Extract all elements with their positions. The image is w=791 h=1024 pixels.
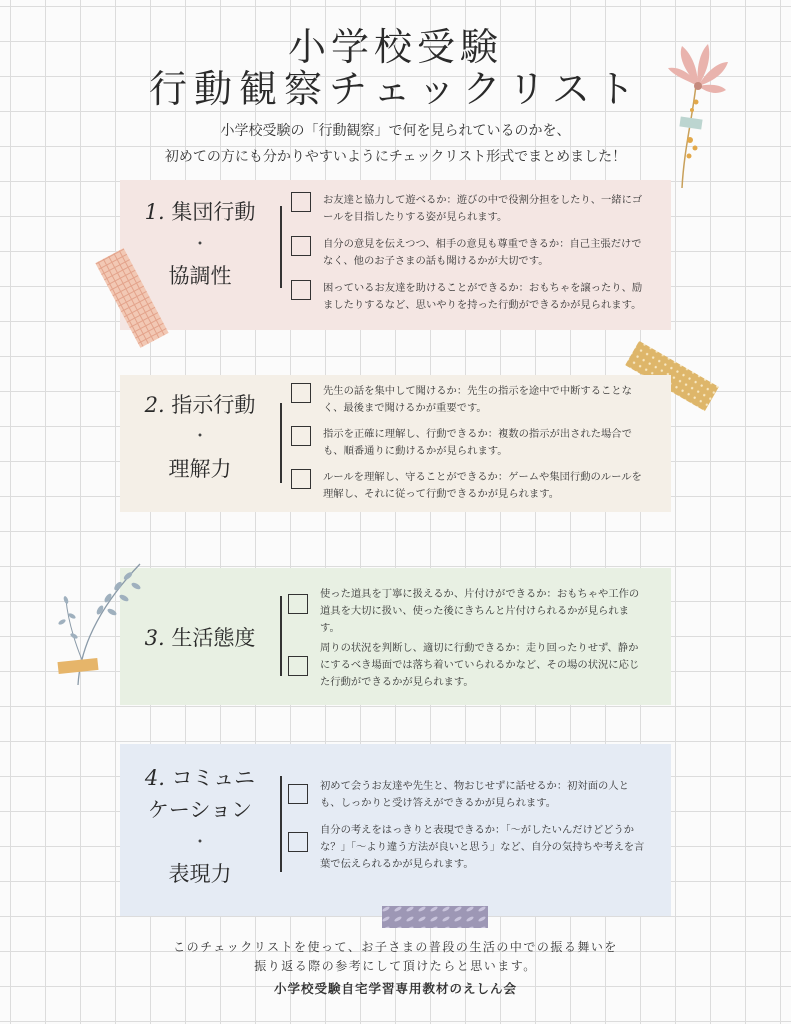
section-heading-cont: ケーション <box>147 798 253 822</box>
intro-line2: 初めての方にも分かりやすいようにチェックリスト形式でまとめました！ <box>164 149 627 165</box>
section-heading-dot: ・ <box>191 426 208 445</box>
checklist-item-text: 困っているお友達を助けることができるか：おもちゃを譲ったり、励ましたりするなど、思いやりを持った行動ができるかが見られます。 <box>323 282 643 311</box>
section-heading-sub: 協調性 <box>168 264 232 288</box>
divider <box>280 403 282 483</box>
checkbox[interactable] <box>288 656 308 676</box>
checklist-item-text: 周りの状況を判断し、適切に行動できるか：走り回ったりせず、静かにするべき場面では落ち着いていられるかなど、その場の状況に応じた行動ができるかが見られます。 <box>320 642 640 688</box>
intro-line1: 小学校受験の「行動観察」で何を見られているのかを、 <box>220 123 571 139</box>
section-heading-dot: ・ <box>191 832 208 851</box>
checklist-item-text: ルールを理解し、守ることができるか：ゲームや集団行動のルールを理解し、それに従って行動できるかが見られます。 <box>323 471 642 500</box>
checkbox[interactable] <box>291 426 311 446</box>
checkbox[interactable] <box>291 236 311 256</box>
section-heading: 4. コミュニ <box>144 766 256 790</box>
flower-icon <box>662 40 734 190</box>
page-title-line1: 小学校受験 <box>287 25 503 69</box>
section-heading-sub: 理解力 <box>168 457 232 481</box>
checklist-item-text: お友達と協力して遊べるか：遊びの中で役割分担をしたり、一緒にゴールを目指したりする姿が見られます。 <box>323 194 643 223</box>
checklist-item-text: 初めて会うお友達や先生と、物おじせずに話せるか：初対面の人とも、しっかりと受け答えができるかが見られます。 <box>320 780 629 809</box>
checklist-item-text: 先生の話を集中して聞けるか：先生の指示を途中で中断することなく、最後まで聞けるかが重要です。 <box>323 385 632 414</box>
section-group-behavior <box>120 180 671 330</box>
checkbox[interactable] <box>288 784 308 804</box>
footer-line2: 振り返る際の参考にして頂けたらと思います。 <box>254 959 537 973</box>
checkbox[interactable] <box>288 594 308 614</box>
section-instruction-behavior <box>120 375 671 512</box>
checklist-item-text: 使った道具を丁寧に扱えるか、片付けができるか：おもちゃや工作の道具を大切に扱い、使った後にきちんと片付けられるかが見られます。 <box>320 588 640 634</box>
divider <box>280 776 282 872</box>
footer-line1: このチェックリストを使って、お子さまの普段の生活の中での振る舞いを <box>173 940 618 954</box>
section-heading-dot: ・ <box>191 234 208 253</box>
checklist-item-text: 自分の考えをはっきりと表現できるか：「〜がしたいんだけどどうかな？」「〜より違う方法が良いと思う」など、自分の気持ちや考えを言葉で伝えられるかが見られます。 <box>320 824 645 870</box>
section-heading: 2. 指示行動 <box>144 393 256 417</box>
footer-brand: 小学校受験自宅学習専用教材のえしん会 <box>273 981 517 996</box>
checklist-item-text: 指示を正確に理解し、行動できるか：複数の指示が出された場合でも、順番通りに動けるかが見られます。 <box>323 428 632 457</box>
checkbox[interactable] <box>291 469 311 489</box>
sprig-icon <box>48 560 148 690</box>
section-heading: 3. 生活態度 <box>144 626 256 650</box>
checkbox[interactable] <box>291 280 311 300</box>
checkbox[interactable] <box>288 832 308 852</box>
divider <box>280 206 282 288</box>
checkbox[interactable] <box>291 192 311 212</box>
page-title-line2: 行動観察チェックリスト <box>148 67 643 111</box>
checkbox[interactable] <box>291 383 311 403</box>
divider <box>280 596 282 676</box>
checklist-item-text: 自分の意見を伝えつつ、相手の意見も尊重できるか：自己主張だけでなく、他のお子さまの話も聞けるかが大切です。 <box>323 238 642 267</box>
washi-tape-icon <box>92 248 172 348</box>
section-heading-sub: 表現力 <box>168 862 232 886</box>
washi-tape-icon <box>380 904 490 930</box>
section-daily-attitude <box>120 568 671 705</box>
section-heading: 1. 集団行動 <box>144 200 256 224</box>
section-communication <box>120 744 671 916</box>
